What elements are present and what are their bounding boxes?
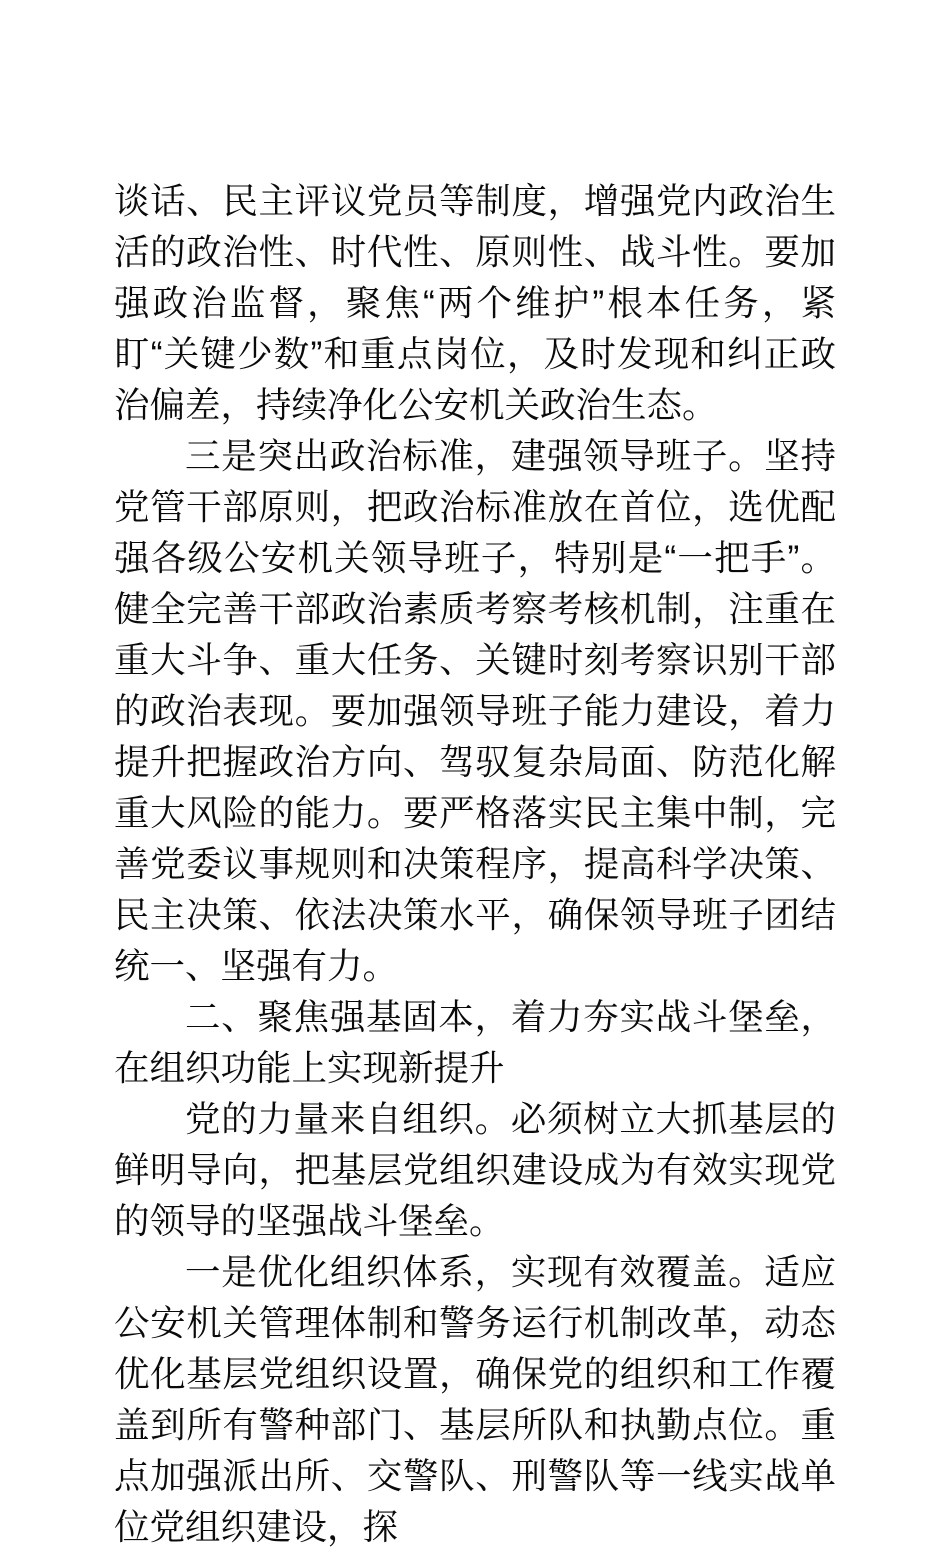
section-heading-two: 二、聚焦强基固本，着力夯实战斗堡垒，在组织功能上实现新提升 [114, 997, 836, 1088]
paragraph-section-two-intro: 党的力量来自组织。必须树立大抓基层的鲜明导向，把基层党组织建设成为有效实现党的领导的坚强战斗堡垒。 [114, 1099, 836, 1241]
paragraph-item-one: 一是优化组织体系，实现有效覆盖。适应公安机关管理体制和警务运行机制改革，动态优化基层党组织设置，确保党的组织和工作覆盖到所有警种部门、基层所队和执勤点位。重点加强派出所、交警队、刑警队等一线实战单位党组织建设，探 [114, 1252, 836, 1547]
paragraph-continued-top: 谈话、民主评议党员等制度，增强党内政治生活的政治性、时代性、原则性、战斗性。要加强政治监督，聚焦“两个维护”根本任务，紧盯“关键少数”和重点岗位，及时发现和纠正政治偏差，持续净化公安机关政治生态。 [114, 181, 836, 425]
paragraph-item-three: 三是突出政治标准，建强领导班子。坚持党管干部原则，把政治标准放在首位，选优配强各级公安机关领导班子，特别是“一把手”。健全完善干部政治素质考察考核机制，注重在重大斗争、重大任务、关键时刻考察识别干部的政治表现。要加强领导班子能力建设，着力提升把握政治方向、驾驭复杂局面、防范化解重大风险的能力。要严格落实民主集中制，完善党委议事规则和决策程序，提高科学决策、民主决策、依法决策水平，确保领导班子团结统一、坚强有力。 [114, 436, 836, 986]
document-text-body [114, 176, 836, 1553]
